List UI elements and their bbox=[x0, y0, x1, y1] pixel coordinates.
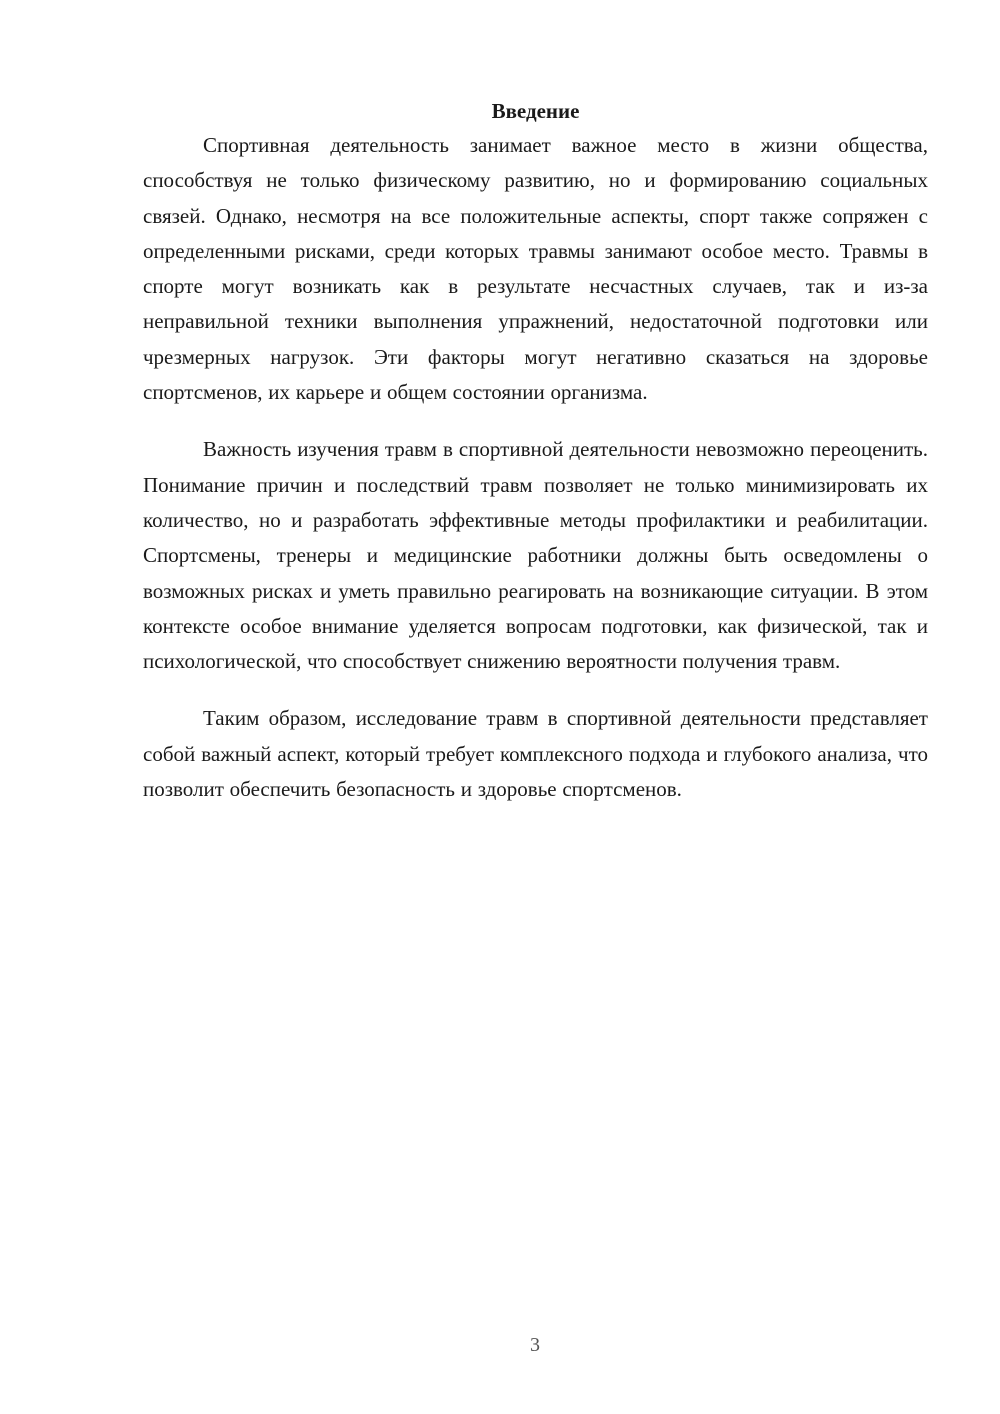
section-title: Введение bbox=[491, 99, 580, 123]
paragraph-1: Спортивная деятельность занимает важное место в жизни общества, способствуя не только физическому развитию, но и формированию социальных связей. Однако, несмотря на все положительные аспекты, спорт также сопряжен с определенными рисками, среди которых травмы занимают особое место. Травмы в спорте могут возникать как в результате несчастных случаев, так и из-за неправильной техники выполнения упражнений, недостаточной подготовки или чрезмерных нагрузок. Эти факторы могут негативно сказаться на здоровье спортсменов, их карьере и общем состоянии организма. bbox=[143, 133, 928, 405]
page-number: 3 bbox=[530, 1334, 540, 1356]
paragraph-2: Важность изучения травм в спортивной деятельности невозможно переоценить. Понимание причин и последствий травм позволяет не только минимизировать их количество, но и разработать эффективные методы профилактики и реабилитации. Спортсмены, тренеры и медицинские работники должны быть осведомлены о возможных рисках и уметь правильно реагировать на возникающие ситуации. В этом контексте особое внимание уделяется вопросам подготовки, как физической, так и психологической, что способствует снижению вероятности получения травм. bbox=[143, 437, 928, 674]
paragraph-3: Таким образом, исследование травм в спортивной деятельности представляет собой важный аспект, который требует комплексного подхода и глубокого анализа, что позволит обеспечить безопасность и здоровье спортсменов. bbox=[143, 706, 928, 802]
document-body bbox=[143, 96, 928, 829]
